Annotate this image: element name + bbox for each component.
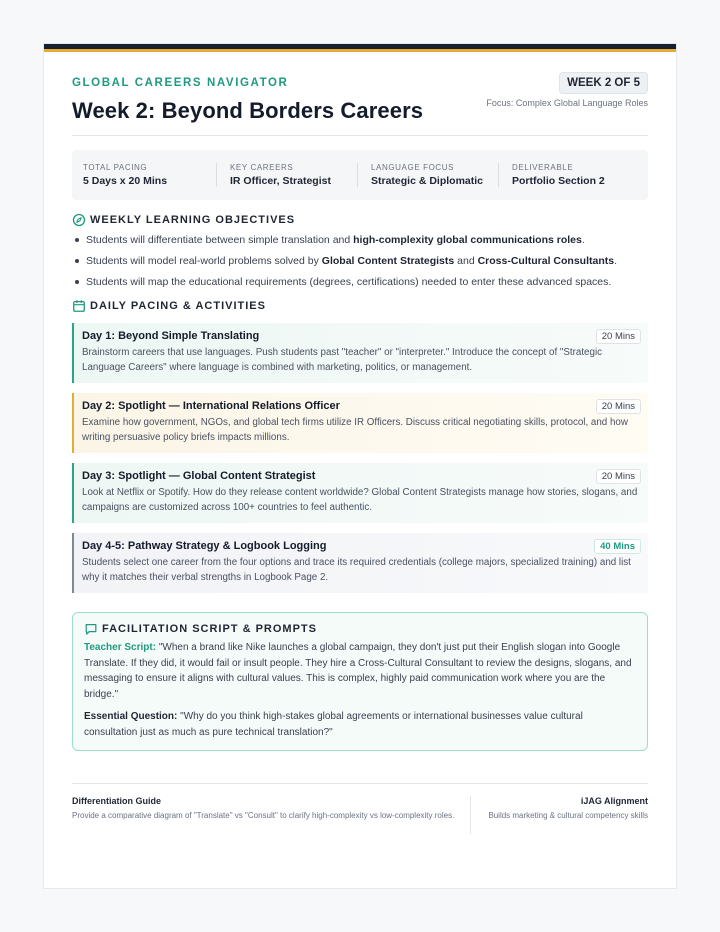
- calendar-icon: [72, 299, 86, 313]
- stat-key-careers: [217, 163, 358, 187]
- stat-label: DELIVERABLE: [512, 163, 574, 172]
- compass-icon: [72, 213, 86, 227]
- differentiation-guide: [72, 796, 467, 822]
- duration-badge: 20 Mins: [596, 329, 641, 344]
- footer-text: Provide a comparative diagram of "Translate" vs "Consult" to clarify high-complexity vs low-complexity roles.: [72, 811, 455, 820]
- day-card: [72, 533, 648, 593]
- teacher-script: Teacher Script: "When a brand like Nike launches a global campaign, they don't just put their English slogan into Google Translate. If they did, it would fail or insult people. They hire a Cross-Cultural Consultant to review the designs, slogans, and messaging to ensure it aligns with cultural values. This is complex, highly paid communication work where you are the bridge.": [84, 642, 632, 700]
- day-description: Look at Netflix or Spotify. How do they release content worldwide? Global Content Strategists manage how stories, slogans, and campaigns are customized across 100+ countries to feel authentic.: [82, 487, 638, 513]
- day-title: Day 2: Spotlight — International Relations Officer: [82, 400, 340, 412]
- day-description: Examine how government, NGOs, and global tech firms utilize IR Officers. Discuss critical negotiating skills, protocol, and how writing persuasive policy briefs impacts millions.: [82, 417, 628, 443]
- objectives-heading: [72, 213, 648, 227]
- section-title: DAILY PACING & ACTIVITIES: [90, 300, 266, 312]
- facilitation-box: [72, 612, 648, 751]
- week-badge: WEEK 2 OF 5: [559, 72, 648, 94]
- stat-value: Strategic & Diplomatic: [371, 175, 484, 187]
- duration-badge: 20 Mins: [596, 469, 641, 484]
- stat-label: TOTAL PACING: [83, 163, 148, 172]
- stat-deliverable: [499, 163, 615, 187]
- program-eyebrow: GLOBAL CAREERS NAVIGATOR: [72, 77, 289, 89]
- list-item: Students will map the educational requirements (degrees, certifications) needed to enter these advanced spaces.: [86, 274, 648, 290]
- pacing-heading: [72, 299, 648, 313]
- footer-text: Builds marketing & cultural competency skills: [488, 811, 648, 820]
- section-title: FACILITATION SCRIPT & PROMPTS: [102, 623, 317, 635]
- stat-value: IR Officer, Strategist: [230, 175, 331, 187]
- day-card: [72, 393, 648, 453]
- footer-title: Differentiation Guide: [72, 796, 162, 806]
- day-title: Day 1: Beyond Simple Translating: [82, 330, 260, 342]
- focus-text: Focus: Complex Global Language Roles: [486, 98, 648, 108]
- stat-total-pacing: [83, 163, 217, 187]
- day-title: Day 4-5: Pathway Strategy & Logbook Logging: [82, 540, 327, 552]
- stats-bar: [72, 150, 648, 200]
- page-title: Week 2: Beyond Borders Careers: [72, 98, 424, 123]
- duration-badge: 20 Mins: [596, 399, 641, 414]
- duration-badge: 40 Mins: [594, 539, 641, 554]
- facilitation-heading: [84, 622, 636, 636]
- day-card: [72, 323, 648, 383]
- day-description: Brainstorm careers that use languages. Push students past "teacher" or "interpreter." Introduce the concept of "Strategic Language Careers" where language is combined with marketing, politics, or management.: [82, 347, 603, 373]
- chat-bubble-icon: [84, 622, 98, 636]
- ijag-alignment: [488, 796, 648, 822]
- stat-value: Portfolio Section 2: [512, 175, 605, 187]
- footer-title: iJAG Alignment: [580, 796, 648, 806]
- page-header: [72, 52, 648, 136]
- day-title: Day 3: Spotlight — Global Content Strategist: [82, 470, 316, 482]
- page-footer: [72, 783, 648, 841]
- stat-label: KEY CAREERS: [230, 163, 294, 172]
- day-description: Students select one career from the four options and trace its required credentials (college majors, specialized training) and list why it matches their verbal strengths in Logbook Page 2.: [82, 557, 631, 583]
- stat-label: LANGUAGE FOCUS: [371, 163, 455, 172]
- objectives-list: [72, 232, 648, 290]
- lesson-page: [43, 43, 677, 889]
- essential-question: Essential Question: "Why do you think high-stakes global agreements or international businesses value cultural consultation just as much as pure technical translation?": [84, 711, 583, 738]
- day-card: [72, 463, 648, 523]
- list-item: Students will differentiate between simple translation and high-complexity global communications roles.: [86, 232, 648, 248]
- footer-divider: [470, 796, 471, 834]
- stat-language-focus: [358, 163, 499, 187]
- stat-value: 5 Days x 20 Mins: [83, 175, 168, 187]
- top-color-bar: [44, 44, 676, 52]
- section-title: WEEKLY LEARNING OBJECTIVES: [90, 214, 296, 226]
- list-item: Students will model real-world problems solved by Global Content Strategists and Cross-Cultural Consultants.: [86, 253, 648, 269]
